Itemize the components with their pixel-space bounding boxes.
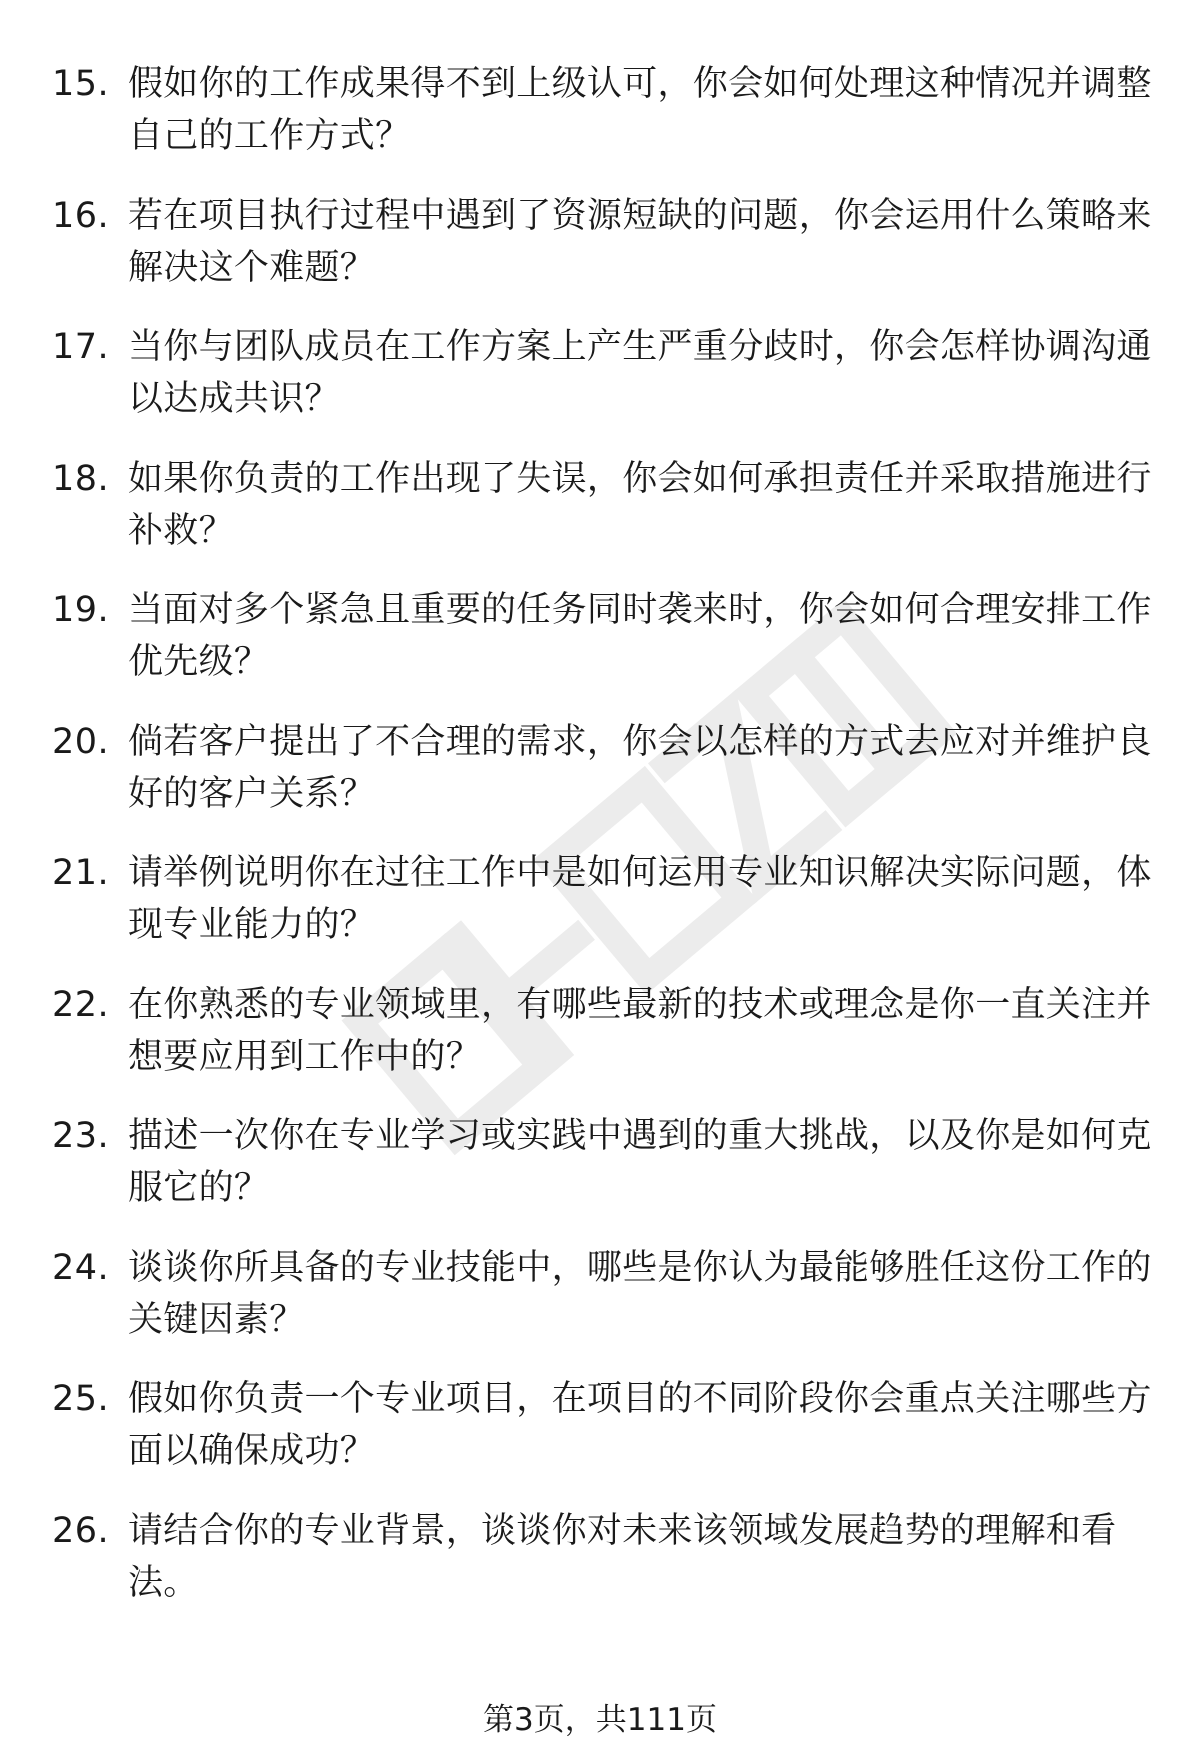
question-item bbox=[52, 1373, 1152, 1505]
question-number: 23. bbox=[52, 1116, 110, 1156]
question-number: 19. bbox=[52, 590, 110, 630]
question-item bbox=[52, 190, 1152, 322]
question-number: 18. bbox=[52, 458, 110, 499]
question-number: 22. bbox=[52, 984, 110, 1025]
question-text: 请举例说明你在过往工作中是如何运用专业知识解决实际问题，体现专业能力的？ bbox=[128, 853, 1152, 945]
question-text: 描述一次你在专业学习或实践中遇到的重大挑战，以及你是如何克服它的？ bbox=[128, 1116, 1152, 1208]
question-item bbox=[52, 716, 1152, 848]
question-item bbox=[52, 453, 1152, 585]
question-text: 倘若客户提出了不合理的需求，你会以怎样的方式去应对并维护良好的客户关系？ bbox=[128, 721, 1152, 814]
question-number: 21. bbox=[52, 853, 110, 893]
question-text: 如果你负责的工作出现了失误，你会如何承担责任并采取措施进行补救？ bbox=[128, 458, 1152, 551]
question-item bbox=[52, 1110, 1152, 1242]
question-number: 16. bbox=[52, 195, 110, 236]
question-item bbox=[52, 321, 1152, 453]
question-text: 假如你的工作成果得不到上级认可，你会如何处理这种情况并调整自己的工作方式？ bbox=[128, 64, 1152, 156]
question-number: 24. bbox=[52, 1247, 110, 1288]
question-text: 假如你负责一个专业项目，在项目的不同阶段你会重点关注哪些方面以确保成功？ bbox=[128, 1379, 1152, 1471]
question-item bbox=[52, 584, 1152, 716]
question-number: 15. bbox=[52, 64, 110, 104]
question-item bbox=[52, 1505, 1152, 1637]
question-item bbox=[52, 58, 1152, 190]
question-text: 当你与团队成员在工作方案上产生严重分歧时，你会怎样协调沟通以达成共识？ bbox=[128, 327, 1152, 419]
question-number: 26. bbox=[52, 1510, 110, 1551]
question-text: 谈谈你所具备的专业技能中，哪些是你认为最能够胜任这份工作的关键因素？ bbox=[128, 1247, 1152, 1340]
question-number: 25. bbox=[52, 1379, 110, 1419]
question-text: 请结合你的专业背景，谈谈你对未来该领域发展趋势的理解和看法。 bbox=[128, 1510, 1117, 1603]
question-number: 20. bbox=[52, 721, 110, 762]
question-list bbox=[52, 58, 1152, 1636]
question-item bbox=[52, 847, 1152, 979]
question-number: 17. bbox=[52, 327, 110, 367]
question-text: 在你熟悉的专业领域里，有哪些最新的技术或理念是你一直关注并想要应用到工作中的？ bbox=[128, 984, 1152, 1077]
page-footer: 第3页，共111页 bbox=[483, 1702, 717, 1738]
question-item bbox=[52, 1242, 1152, 1374]
question-text: 当面对多个紧急且重要的任务同时袭来时，你会如何合理安排工作优先级？ bbox=[128, 590, 1152, 682]
question-item bbox=[52, 979, 1152, 1111]
question-text: 若在项目执行过程中遇到了资源短缺的问题，你会运用什么策略来解决这个难题？ bbox=[128, 195, 1152, 288]
